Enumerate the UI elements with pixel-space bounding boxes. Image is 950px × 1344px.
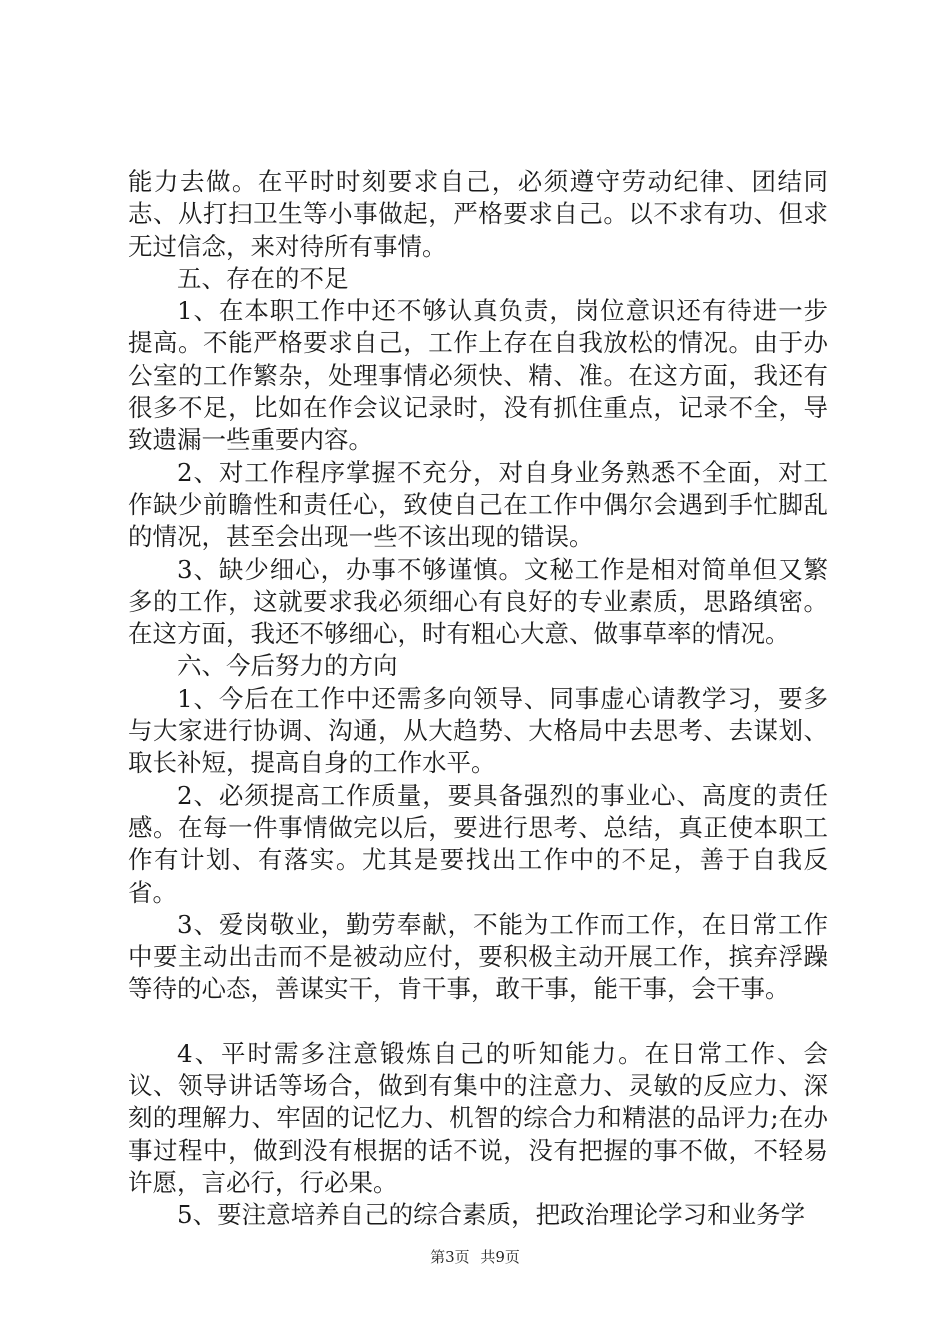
page-number: 第3页 [430, 1248, 470, 1266]
paragraph: 2、必须提高工作质量，要具备强烈的事业心、高度的责任感。在每一件事情做完以后，要进行思考、总结，真正使本职工作有计划、有落实。尤其是要找出工作中的不足，善于自我反省。 [128, 780, 828, 907]
paragraph: 4、平时需多注意锻炼自己的听知能力。在日常工作、会议、领导讲话等场合，做到有集中的注意力、灵敏的反应力、深刻的理解力、牢固的记忆力、机智的综合力和精湛的品评力;在办事过程中，做到没有根据的话不说，没有把握的事不做，不轻易许愿，言必行，行必果。 [128, 1038, 828, 1197]
document-body [128, 166, 828, 1232]
section-heading-future-direction: 六、今后努力的方向 [177, 651, 398, 681]
page-total: 共9页 [480, 1248, 520, 1266]
paragraph: 5、要注意培养自己的综合素质，把政治理论学习和业务学 [177, 1200, 806, 1230]
paragraph: 3、爱岗敬业，勤劳奉献，不能为工作而工作，在日常工作中要主动出击而不是被动应付，要积极主动开展工作，摈弃浮躁等待的心态，善谋实干，肯干事，敢干事，能干事，会干事。 [128, 909, 828, 1004]
page-footer [0, 1246, 950, 1267]
paragraph: 3、缺少细心，办事不够谨慎。文秘工作是相对简单但又繁多的工作，这就要求我必须细心有良好的专业素质，思路缜密。在这方面，我还不够细心，时有粗心大意、做事草率的情况。 [128, 554, 828, 649]
paragraph-continuation: 能力去做。在平时时刻要求自己，必须遵守劳动纪律、团结同志、从打扫卫生等小事做起，严格要求自己。以不求有功、但求无过信念，来对待所有事情。 [128, 167, 828, 261]
section-heading-shortcomings: 五、存在的不足 [177, 263, 349, 293]
paragraph: 2、对工作程序掌握不充分，对自身业务熟悉不全面，对工作缺少前瞻性和责任心，致使自己在工作中偶尔会遇到手忙脚乱的情况，甚至会出现一些不该出现的错误。 [128, 457, 828, 552]
paragraph: 1、今后在工作中还需多向领导、同事虚心请教学习，要多与大家进行协调、沟通，从大趋势、大格局中去思考、去谋划、取长补短，提高自身的工作水平。 [128, 683, 828, 778]
paragraph: 1、在本职工作中还不够认真负责，岗位意识还有待进一步提高。不能严格要求自己，工作上存在自我放松的情况。由于办公室的工作繁杂，处理事情必须快、精、准。在这方面，我还有很多不足，比如在作会议记录时，没有抓住重点，记录不全，导致遗漏一些重要内容。 [128, 296, 828, 455]
